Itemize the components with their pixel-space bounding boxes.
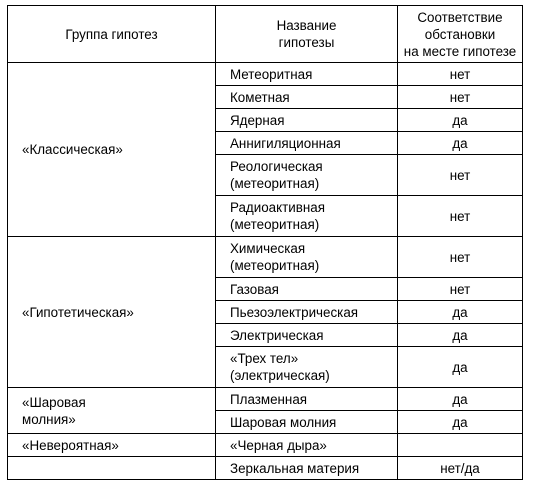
hypothesis-name: Аннигиляционная — [216, 132, 398, 155]
hypothesis-match: да — [398, 301, 523, 324]
hypothesis-match: нет — [398, 237, 523, 278]
group-cell-improbable: «Невероятная» — [8, 434, 216, 457]
hypotheses-table — [7, 5, 523, 480]
hypothesis-name: Радиоактивная (метеоритная) — [216, 196, 398, 237]
header-group: Группа гипотез — [8, 6, 216, 63]
table-body — [8, 63, 523, 480]
hypothesis-match: да — [398, 388, 523, 411]
hypothesis-name: Кометная — [216, 86, 398, 109]
header-match: Соответствие обстановки на месте гипотезе — [398, 6, 523, 63]
hypothesis-name: Реологическая (метеоритная) — [216, 155, 398, 196]
header-name: Название гипотезы — [216, 6, 398, 63]
hypothesis-name: Пьезоэлектрическая — [216, 301, 398, 324]
table-row — [8, 388, 523, 411]
table-row — [8, 457, 523, 480]
hypothesis-name: «Черная дыра» — [216, 434, 398, 457]
hypothesis-match: да — [398, 109, 523, 132]
hypothesis-match — [398, 434, 523, 457]
hypothesis-name: Метеоритная — [216, 63, 398, 86]
hypothesis-name: Химическая (метеоритная) — [216, 237, 398, 278]
group-cell-hypothetical: «Гипотетическая» — [8, 237, 216, 388]
group-cell-classic: «Классическая» — [8, 63, 216, 237]
hypothesis-name: Газовая — [216, 278, 398, 301]
hypothesis-match: да — [398, 132, 523, 155]
header-row — [8, 6, 523, 63]
hypothesis-name: Электрическая — [216, 324, 398, 347]
hypothesis-name: Ядерная — [216, 109, 398, 132]
hypothesis-name: Зеркальная материя — [216, 457, 398, 480]
hypothesis-match: нет/да — [398, 457, 523, 480]
table-row — [8, 237, 523, 278]
group-cell-improbable-continued — [8, 457, 216, 480]
hypothesis-match: нет — [398, 86, 523, 109]
hypothesis-match: да — [398, 324, 523, 347]
hypothesis-match: да — [398, 347, 523, 388]
group-cell-ball-lightning: «Шаровая молния» — [8, 388, 216, 434]
hypothesis-match: нет — [398, 278, 523, 301]
hypothesis-match: нет — [398, 63, 523, 86]
hypothesis-match: нет — [398, 155, 523, 196]
table-header — [8, 6, 523, 63]
hypothesis-match: да — [398, 411, 523, 434]
hypothesis-name: Шаровая молния — [216, 411, 398, 434]
hypothesis-name: «Трех тел» (электрическая) — [216, 347, 398, 388]
hypothesis-match: нет — [398, 196, 523, 237]
table-row — [8, 63, 523, 86]
table-row — [8, 434, 523, 457]
hypothesis-name: Плазменная — [216, 388, 398, 411]
